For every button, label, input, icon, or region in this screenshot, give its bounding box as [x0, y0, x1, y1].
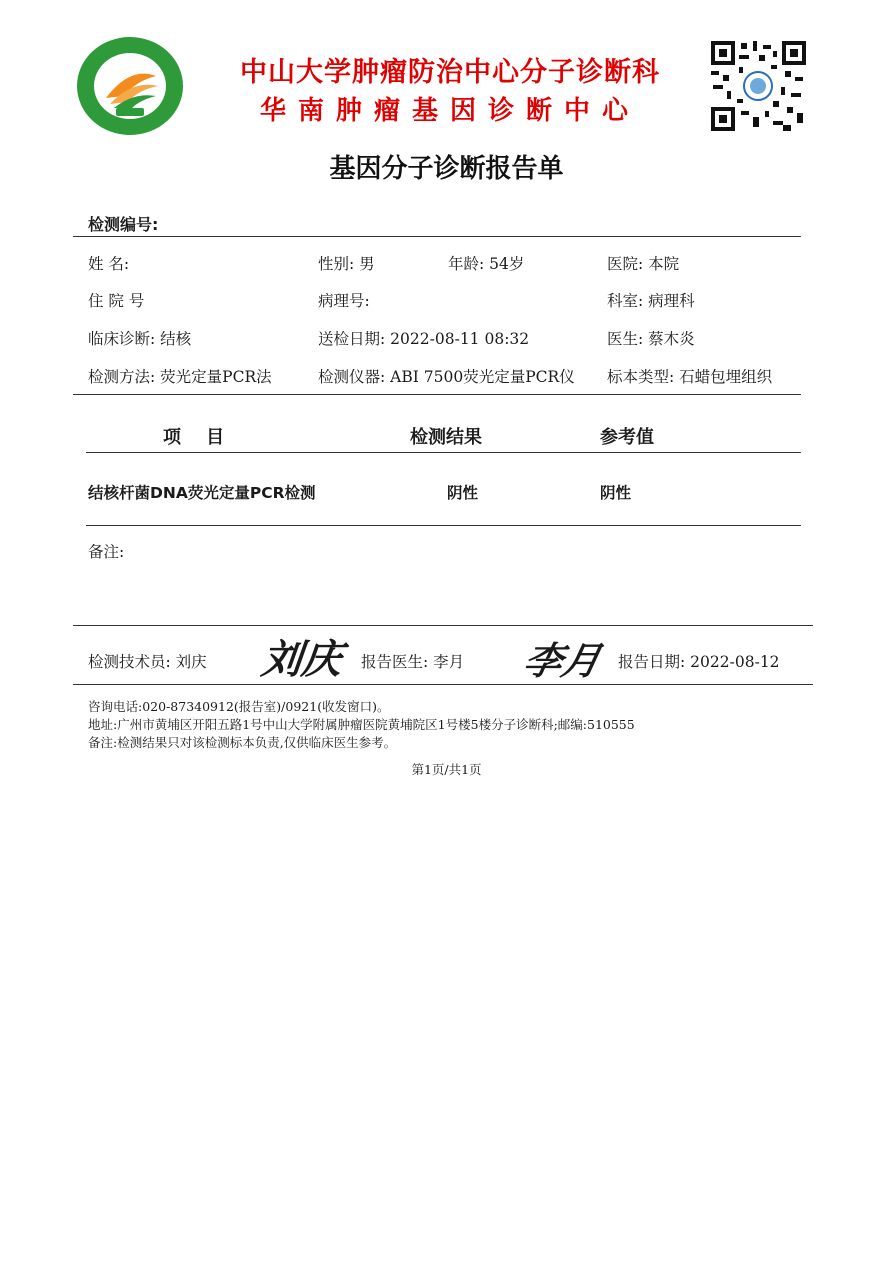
diagnosis-value: 结核 [160, 330, 192, 348]
instrument-label: 检测仪器: [318, 368, 386, 386]
report-date-value: 2022-08-12 [690, 653, 780, 671]
divider [73, 684, 813, 685]
instrument-value: ABI 7500荧光定量PCR仪 [390, 368, 575, 386]
col-header-result: 检测结果 [410, 427, 482, 448]
method-label: 检测方法: [88, 368, 156, 386]
sample-type-label: 标本类型: [607, 368, 675, 386]
divider [73, 394, 801, 395]
submit-date-label: 送检日期: [318, 330, 386, 348]
age-value: 54岁 [489, 255, 525, 273]
test-number-label: 检测编号: [88, 215, 159, 234]
col-header-reference: 参考值 [600, 427, 654, 448]
technician-name: 刘庆 [175, 653, 207, 671]
qr-code [711, 41, 806, 131]
result-value: 阴性 [447, 484, 479, 502]
divider [73, 625, 813, 626]
technician-signature: 刘庆 [259, 636, 345, 683]
footer-address: 地址:广州市黄埔区开阳五路1号中山大学附属肿瘤医院黄埔院区1号楼5楼分子诊断科;邮编:510555 [88, 717, 635, 732]
diagnosis-label: 临床诊断: [88, 330, 156, 348]
report-doctor-label: 报告医生: [361, 653, 429, 671]
department-value: 病理科 [648, 292, 695, 310]
gender-value: 男 [359, 255, 375, 273]
page-number: 第1页/共1页 [411, 762, 482, 777]
submit-date-value: 2022-08-11 08:32 [390, 330, 530, 348]
report-date-label: 报告日期: [618, 653, 686, 671]
report-title: 基因分子诊断报告单 [329, 154, 564, 184]
gender-label: 性别: [318, 255, 355, 273]
header-center: 华南肿瘤基因诊断中心 [259, 96, 640, 126]
footer-phone: 咨询电话:020-87340912(报告室)/0921(收发窗口)。 [88, 699, 390, 714]
footer-note: 备注:检测结果只对该检测标本负责,仅供临床医生参考。 [88, 735, 397, 750]
method-value: 荧光定量PCR法 [160, 368, 272, 386]
age-label: 年龄: [448, 255, 485, 273]
result-item: 结核杆菌DNA荧光定量PCR检测 [88, 484, 316, 502]
divider [73, 236, 221, 237]
col-header-item: 项 目 [163, 427, 225, 448]
remarks-label: 备注: [88, 543, 125, 561]
header-department: 中山大学肿瘤防治中心分子诊断科 [240, 57, 660, 88]
divider [86, 452, 801, 453]
doctor-value: 蔡木炎 [648, 330, 695, 348]
hospital-value: 本院 [648, 255, 680, 273]
hospital-label: 医院: [607, 255, 644, 273]
center-logo [76, 36, 184, 136]
name-label: 姓 名: [88, 255, 130, 273]
divider [221, 236, 801, 237]
technician-label: 检测技术员: [88, 653, 171, 671]
pathology-label: 病理号: [318, 292, 370, 310]
reference-value: 阴性 [600, 484, 632, 502]
inpatient-label: 住 院 号 [88, 292, 145, 310]
report-doctor-signature: 李月 [519, 638, 606, 683]
report-doctor-name: 李月 [433, 653, 465, 671]
doctor-label: 医生: [607, 330, 644, 348]
sample-type-value: 石蜡包埋组织 [679, 368, 773, 386]
divider [86, 525, 801, 526]
department-label: 科室: [607, 292, 644, 310]
